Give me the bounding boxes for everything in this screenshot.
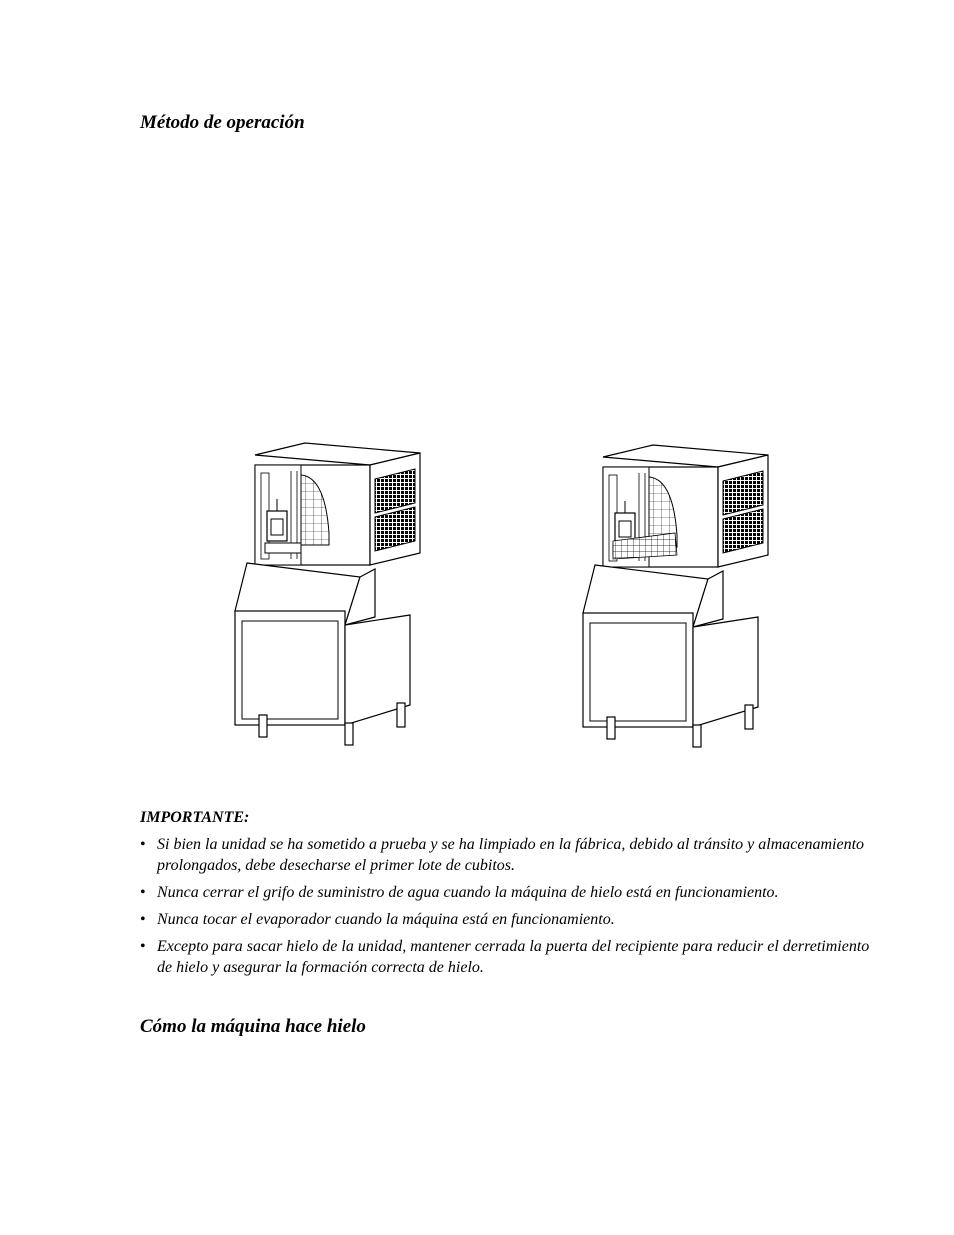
bullet-glyph: • <box>140 884 146 901</box>
list-item-text: Nunca tocar el evaporador cuando la máquina está en funcionamiento. <box>157 911 615 928</box>
ice-machine-empty-drawing <box>235 443 420 745</box>
list-item <box>140 936 880 978</box>
bullet-glyph: • <box>140 938 146 955</box>
section-heading-como: Cómo la máquina hace hielo <box>140 1016 366 1037</box>
list-item <box>140 909 880 930</box>
list-item-text: Excepto para sacar hielo de la unidad, mantener cerrada la puerta del recipiente para reducir el derretimiento de hielo y asegurar la formación correcta de hielo. <box>157 938 870 976</box>
important-label: IMPORTANTE: <box>140 809 250 826</box>
bullet-glyph: • <box>140 911 146 928</box>
ice-machines-illustration <box>225 435 785 765</box>
ice-machine-with-ice-drawing <box>583 445 768 747</box>
list-item <box>140 834 880 876</box>
list-item-text: Si bien la unidad se ha sometido a prueba y se ha limpiado en la fábrica, debido al tránsito y almacenamiento prolongados, debe desecharse el primer lote de cubitos. <box>157 836 865 874</box>
important-list <box>140 834 880 984</box>
bullet-glyph: • <box>140 836 146 853</box>
section-heading-metodo: Método de operación <box>140 112 305 133</box>
list-item-text: Nunca cerrar el grifo de suministro de agua cuando la máquina de hielo está en funcionamiento. <box>157 884 779 901</box>
list-item <box>140 882 880 903</box>
